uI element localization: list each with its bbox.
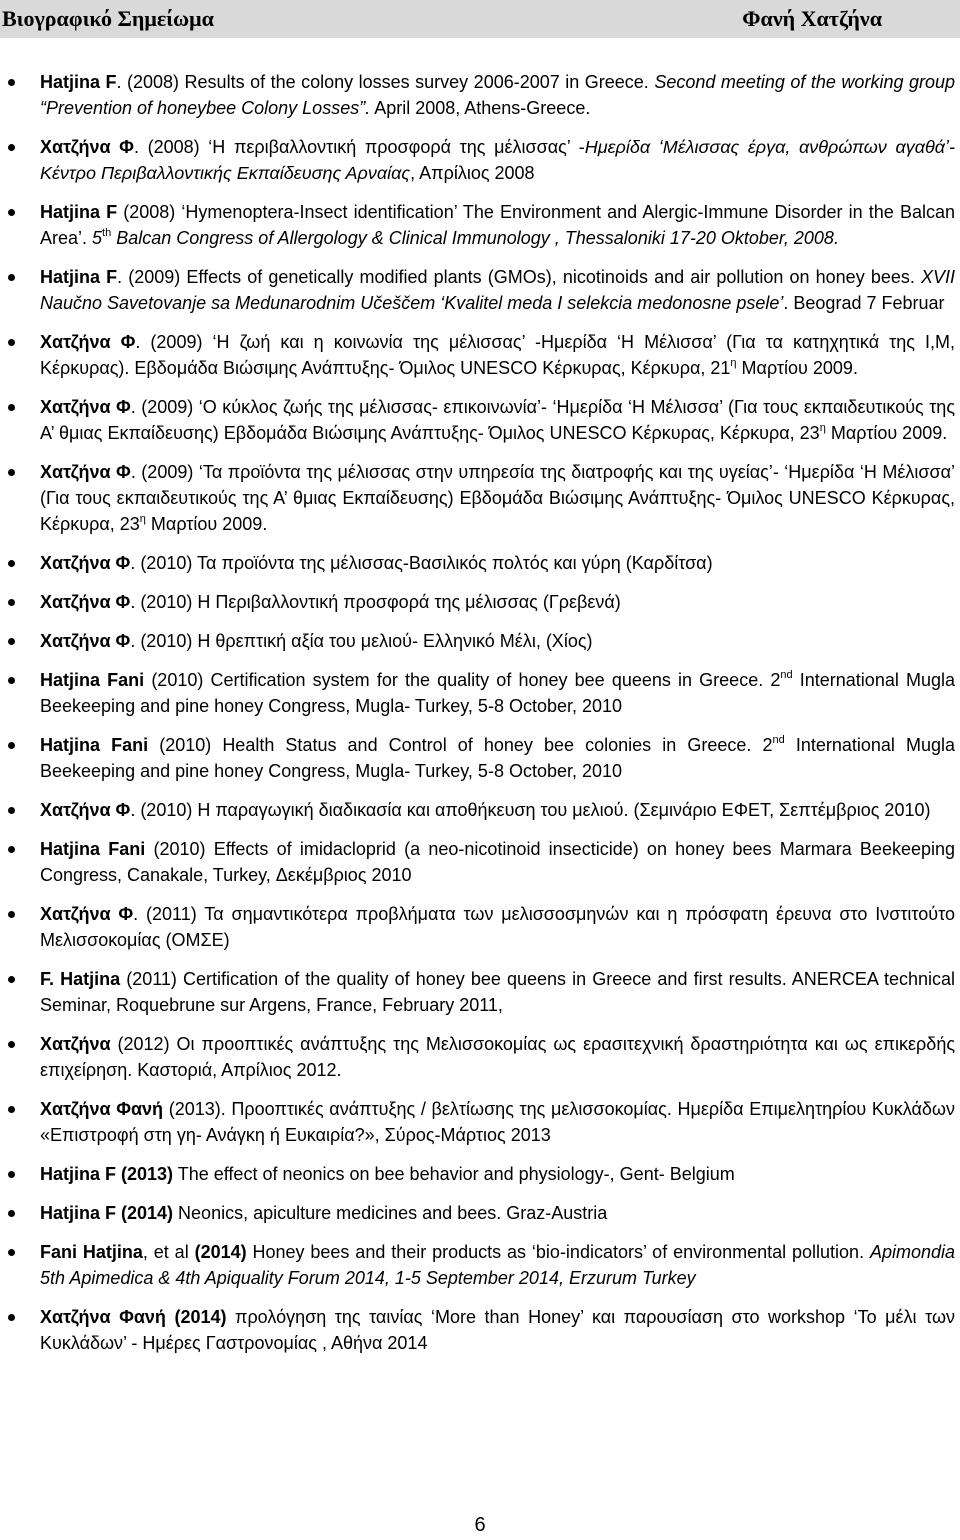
publication-text: (2010) Effects of imidacloprid (a neo-nicotinoid insecticide) on honey bees Marmara Beekeeping Congress, Canakale, Turkey, Δεκέμβριος 2010	[40, 839, 956, 885]
publication-text: , et al	[142, 1242, 195, 1262]
bullet-icon	[8, 1106, 15, 1113]
bullet-icon	[8, 742, 15, 749]
publication-text: The effect of neonics on bee behavior and physiology-, Gent- Belgium	[173, 1164, 735, 1184]
publication-item	[40, 628, 955, 654]
publication-text: Honey bees and their products as ‘bio-indicators’ of environmental pollution.	[246, 1242, 870, 1262]
publication-text: (2008) ‘Hymenoptera-Insect identification’ The Environment and Alergic-Immune Disorder in the Balcan Area’.	[40, 202, 955, 248]
publication-item	[40, 1304, 955, 1356]
publication-item	[40, 134, 955, 186]
bullet-icon	[8, 807, 15, 814]
publication-text: . (2010) Τα προϊόντα της μέλισσας-Βασιλικός πολτός και γύρη (Καρδίτσα)	[130, 553, 713, 573]
publication-text: Χατζήνα Φανή	[40, 1099, 164, 1119]
publication-item	[40, 589, 955, 615]
publication-text: η	[139, 513, 146, 525]
publication-item	[40, 69, 955, 121]
bullet-icon	[8, 846, 15, 853]
bullet-icon	[8, 1171, 15, 1178]
publication-item	[40, 1031, 955, 1083]
publication-text: International Mugla Beekeeping and pine honey Congress, Mugla- Turkey, 5-8 October, 2010	[40, 670, 956, 716]
publication-text: Second meeting of the working group “Prevention of honeybee Colony Losses”.	[40, 72, 955, 118]
publication-text: Χατζήνα Φ	[40, 631, 131, 651]
bullet-icon	[8, 599, 15, 606]
bullet-icon	[8, 144, 15, 151]
publication-item	[40, 732, 955, 784]
document-title: Βιογραφικό Σημείωμα	[2, 6, 214, 31]
publication-text: Χατζήνα Φ	[40, 137, 134, 157]
header-bar	[0, 0, 960, 38]
publication-text: F. Hatjina	[40, 969, 121, 989]
publication-text: Μαρτίου 2009.	[825, 423, 948, 443]
bullet-icon	[8, 911, 15, 918]
publication-list	[40, 69, 955, 1369]
publication-text: Hatjina F	[40, 267, 118, 287]
publication-item	[40, 199, 955, 251]
publication-item	[40, 1200, 955, 1226]
publication-text: Χατζήνα	[40, 1034, 111, 1054]
bullet-icon	[8, 1249, 15, 1256]
publication-item	[40, 836, 955, 888]
publication-text: Χατζήνα Φ	[40, 332, 136, 352]
publication-text: η	[819, 422, 826, 434]
publication-text: Hatjina F (2013)	[40, 1164, 174, 1184]
publication-text: (2010) Health Status and Control of honey bee colonies in Greece. 2	[148, 735, 773, 755]
publication-text: . Beograd 7 Februar	[783, 293, 945, 313]
bullet-icon	[8, 1314, 15, 1321]
publication-item	[40, 329, 955, 381]
publication-text: 5	[92, 228, 103, 248]
publication-item	[40, 459, 955, 537]
publication-text: Hatjina F	[40, 72, 117, 92]
publication-text: Μαρτίου 2009.	[145, 514, 268, 534]
publication-item	[40, 1239, 955, 1291]
publication-text: (2013). Προοπτικές ανάπτυξης / βελτίωσης της μελισσοκομίας. Ημερίδα Επιμελητηρίου Κυκλάδων «Επιστροφή στη γη- Ανάγκη ή Ευκαιρία?», Σύρος-Μάρτιος 2013	[40, 1099, 955, 1145]
publication-text: Hatjina Fani	[40, 670, 145, 690]
bullet-icon	[8, 677, 15, 684]
publication-text: . (2009) ‘Ο κύκλος ζωής της μέλισσας- επικοινωνία’- ‘Ημερίδα ‘Η Μέλισσα’ (Για τους εκπαιδευτικούς της Α’ θμιας Εκπαίδευσης) Εβδομάδα Βιώσιμης Ανάπτυξης- Όμιλος UNESCO Κέρκυρας, Κέρκυρα, 23	[40, 397, 955, 443]
publication-text: . (2011) Τα σημαντικότερα προβλήματα των μελισσοσμηνών και η πρόσφατη έρευνα στο Ινστιτούτο Μελισσοκομίας (ΟΜΣΕ)	[40, 904, 956, 950]
publication-text: . (2009) Effects of genetically modified plants (GMOs), nicotinoids and air pollution on honey bees.	[117, 267, 921, 287]
author-name: Φανή Χατζήνα	[742, 6, 882, 31]
page-number: 6	[474, 1514, 486, 1536]
publication-text: th	[102, 227, 112, 239]
bullet-icon	[8, 638, 15, 645]
publication-item	[40, 797, 955, 823]
publication-text: Χατζήνα Φ	[40, 397, 131, 417]
bullet-icon	[8, 976, 15, 983]
publication-item	[40, 1096, 955, 1148]
bullet-icon	[8, 1210, 15, 1217]
bullet-icon	[8, 560, 15, 567]
publication-text: Χατζήνα Φανή (2014)	[40, 1307, 227, 1327]
publication-item	[40, 966, 955, 1018]
publication-text: Μαρτίου 2009.	[736, 358, 858, 378]
publication-item	[40, 667, 955, 719]
publication-text: . (2010) Η παραγωγική διαδικασία και αποθήκευση του μελιού. (Σεμινάριο ΕΦΕΤ, Σεπτέμβριος 2010)	[130, 800, 931, 820]
bullet-icon	[8, 339, 15, 346]
publication-text: April 2008, Athens-Greece.	[370, 98, 591, 118]
publication-item	[40, 901, 955, 953]
publication-text: Balcan Congress of Allergology & Clinical Immunology , Thessaloniki 17-20 Oktober, 2008.	[111, 228, 839, 248]
publication-text: Neonics, apiculture medicines and bees. Graz-Austria	[173, 1203, 608, 1223]
bullet-icon	[8, 404, 15, 411]
publication-text: η	[730, 357, 737, 369]
publication-text: Ημερίδα ‘Μέλισσας έργα, ανθρώπων αγαθά’- Κέντρο Περιβαλλοντικής Εκπαίδευσης Αρναίας	[40, 137, 956, 183]
publication-text: . (2009) ‘Η ζωή και η κοινωνία της μέλισσας’ -Ημερίδα ‘Η Μέλισσα’ (Για τα κατηχητικά της Ι,Μ, Κέρκυρας). Εβδομάδα Βιώσιμης Ανάπτυξης- Όμιλος UNESCO Κέρκυρας, Κέρκυρα, 21	[40, 332, 956, 378]
bullet-icon	[8, 1041, 15, 1048]
publication-item	[40, 394, 955, 446]
publication-text: Hatjina F (2014)	[40, 1203, 174, 1223]
publication-text: Χατζήνα Φ	[40, 553, 131, 573]
publication-text: . (2008) Results of the colony losses survey 2006-2007 in Greece.	[116, 72, 655, 92]
bullet-icon	[8, 209, 15, 216]
publication-text: Apimondia 5th Apimedica & 4th Apiquality Forum 2014, 1-5 September 2014, Erzurum Turkey	[40, 1242, 956, 1288]
publication-item	[40, 1161, 955, 1187]
publication-text: (2011) Certification of the quality of honey bee queens in Greece and first results. ANERCEA technical Seminar, Roquebrune sur Argens, France, February 2011,	[40, 969, 955, 1015]
publication-text: XVII Naučno Savetovanje sa Medunarodnim Učeščem ‘Kvalitel meda I selekcia medonosne psele’	[40, 267, 955, 313]
publication-text: Hatjina F	[40, 202, 118, 222]
publication-item	[40, 550, 955, 576]
publication-text: Hatjina Fani	[40, 839, 146, 859]
bullet-icon	[8, 274, 15, 281]
publication-text: nd	[780, 669, 793, 681]
publication-text: Fani Hatjina	[40, 1242, 143, 1262]
publication-text: (2012) Οι προοπτικές ανάπτυξης της Μελισσοκομίας ως ερασιτεχνική δραστηριότητα και ως επικερδής επιχείρηση. Καστοριά, Απρίλιος 2012.	[40, 1034, 955, 1080]
publication-text: Χατζήνα Φ	[40, 462, 131, 482]
publication-text: (2010) Certification system for the quality of honey bee queens in Greece. 2	[144, 670, 781, 690]
publication-text: προλόγηση της ταινίας ‘More than Honey’ και παρουσίαση στο workshop ‘Το μέλι των Κυκλάδων’ - Ημέρες Γαστρονομίας , Αθήνα 2014	[40, 1307, 955, 1353]
bullet-icon	[8, 79, 15, 86]
publication-text: Hatjina Fani	[40, 735, 149, 755]
publication-text: , Απρίλιος 2008	[410, 163, 535, 183]
publication-text: Χατζήνα Φ	[40, 800, 131, 820]
publication-text: . (2008) ‘Η περιβαλλοντική προσφορά της μέλισσας’ -	[133, 137, 585, 157]
publication-text: . (2009) ‘Τα προϊόντα της μέλισσας στην υπηρεσία της διατροφής και της υγείας’- ‘Ημερίδα ‘Η Μέλισσα’ (Για τους εκπαιδευτικούς της Α’ θμιας Εκπαίδευσης) Εβδομάδα Βιώσιμης Ανάπτυξης- Όμιλος UNESCO Κέρκυρας, Κέρκυρα, 23	[40, 462, 955, 534]
publication-item	[40, 264, 955, 316]
publication-text: Χατζήνα Φ	[40, 592, 131, 612]
publication-text: Χατζήνα Φ	[40, 904, 134, 924]
publication-text: . (2010) Η θρεπτική αξία του μελιού- Ελληνικό Μέλι, (Χίος)	[130, 631, 593, 651]
bullet-icon	[8, 469, 15, 476]
publication-text: International Mugla Beekeeping and pine honey Congress, Mugla- Turkey, 5-8 October, 2010	[40, 735, 956, 781]
publication-text: nd	[772, 734, 785, 746]
publication-text: . (2010) Η Περιβαλλοντική προσφορά της μέλισσας (Γρεβενά)	[130, 592, 621, 612]
publication-text: (2014)	[194, 1242, 247, 1262]
